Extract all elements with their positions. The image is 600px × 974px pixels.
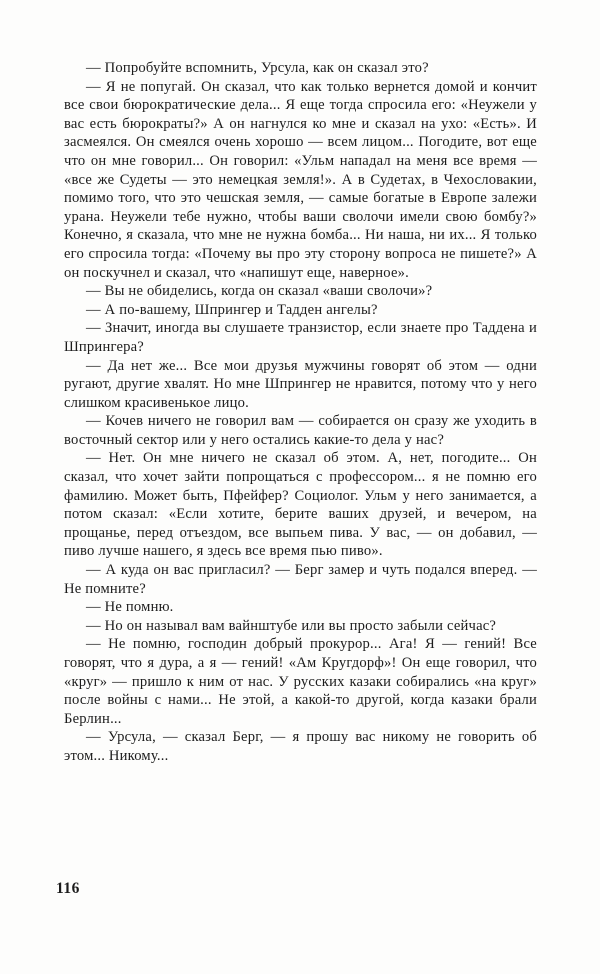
text-block bbox=[64, 59, 537, 766]
paragraph: — Да нет же... Все мои друзья мужчины говорят об этом — одни ругают, другие хвалят. Но мне Шпрингер не нравится, потому что у него слишком красивенькое лицо. bbox=[64, 357, 537, 411]
paragraph: — Значит, иногда вы слушаете транзистор, если знаете про Таддена и Шпрингера? bbox=[64, 320, 537, 355]
paragraph: — Не помню. bbox=[86, 599, 174, 616]
paragraph: — Вы не обиделись, когда он сказал «ваши сволочи»? bbox=[86, 283, 433, 300]
paragraph: — Кочев ничего не говорил вам — собирается он сразу же уходить в восточный сектор или у него остались какие-то дела у нас? bbox=[64, 413, 537, 448]
paragraph: — Но он называл вам вайнштубе или вы просто забыли сейчас? bbox=[86, 617, 497, 634]
page-number: 116 bbox=[56, 880, 80, 897]
paragraph: — Нет. Он мне ничего не сказал об этом. А, нет, погодите... Он сказал, что хочет зайти попрощаться с профессором... я не помню его фамилию. Может быть, Пфейфер? Социолог. Ульм у него занимается, а потом сказал: «Если хотите, берите ваших друзей, и вечером, на прощанье, перед отъездом, все выпьем пива. У вас, — он добавил, — пиво лучше нашего, я здесь все время пью пиво». bbox=[64, 450, 537, 560]
paragraph: — Попробуйте вспомнить, Урсула, как он сказал это? bbox=[86, 60, 429, 76]
paragraph: — Я не попугай. Он сказал, что как только вернется домой и кончит все свои бюрократические дела... Я еще тогда спросила его: «Неужели у вас есть бюрократы?» А он нагнулся ко мне и сказал на ухо: «Есть». И засмеялся. Он смеялся очень хорошо — всем лицом... Погодите, вот еще что он мне говорил... Он говорил: «Ульм нападал на меня все время — «все же Судеты — это немецкая земля!». А в Судетах, в Чехословакии, помимо того, что это чешская земля, — самые богатые в Европе залежи урана. Неужели тебе нужно, чтобы ваши сволочи имели свою бомбу?» Конечно, я сказала, что мне не нужна бомба... Ни наша, ни их... Я только его спросила тогда: «Почему вы про эту сторону вопроса не пишете?» А он поскучнел и сказал, что «напишут еще, наверное». bbox=[64, 78, 537, 281]
paragraph: — Не помню, господин добрый прокурор... Ага! Я — гений! Все говорят, что я дура, а я — гений! «Ам Кругдорф»! Он еще говорил, что «круг» — пришло к ним от нас. У русских казаки собирались «на круг» после войны с нами... Не этой, а какой-то другой, когда казаки брали Берлин... bbox=[64, 636, 537, 727]
paragraph: — А куда он вас пригласил? — Берг замер и чуть подался вперед. — Не помните? bbox=[64, 562, 537, 597]
paragraph: — Урсула, — сказал Берг, — я прошу вас никому не говорить об этом... Никому... bbox=[64, 729, 537, 764]
paragraph: — А по-вашему, Шпрингер и Тадден ангелы? bbox=[86, 301, 378, 318]
